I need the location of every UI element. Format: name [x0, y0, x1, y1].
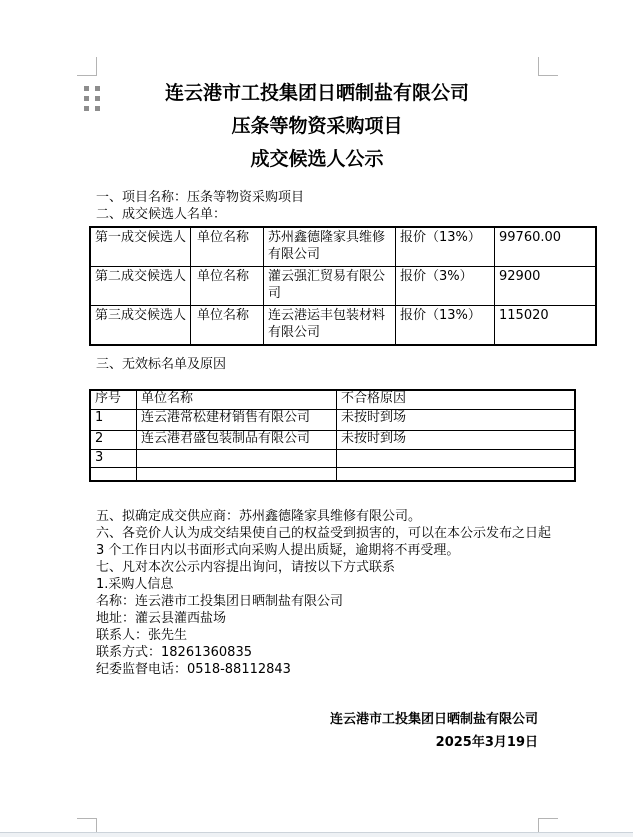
candidate-company: 连云港运丰包装材料有限公司 — [264, 306, 396, 346]
section-invalid-heading-block — [96, 356, 226, 373]
notes-and-contact-block — [96, 508, 551, 678]
section-supplier: 五、拟确定成交供应商：苏州鑫德隆家具维修有限公司。 — [96, 509, 422, 524]
purchaser-phone: 联系方式：18261360835 — [96, 645, 252, 660]
invalid-index — [90, 467, 137, 481]
invalid-reason: 未按时到场 — [337, 430, 576, 449]
title-announcement: 成交候选人公示 — [250, 148, 384, 170]
table-row — [90, 227, 596, 267]
candidate-quote-label: 报价（13%） — [396, 227, 495, 267]
candidate-field-label: 单位名称 — [191, 227, 264, 267]
section-inquiry: 七、凡对本次公示内容提出询问，请按以下方式联系 — [96, 560, 396, 575]
signature-company: 连云港市工投集团日晒制盐有限公司 — [329, 712, 538, 727]
candidate-field-label: 单位名称 — [191, 267, 264, 306]
invalid-company — [137, 467, 337, 481]
crop-mark-top-left-icon — [77, 57, 97, 76]
purchaser-contact: 联系人：张先生 — [96, 628, 188, 643]
col-header-company: 单位名称 — [137, 390, 337, 409]
section-headings-block — [96, 189, 304, 223]
invalid-index: 2 — [90, 430, 137, 449]
invalid-company: 连云港君盛包装制品有限公司 — [137, 430, 337, 449]
invalid-index: 1 — [90, 409, 137, 430]
invalid-reason: 未按时到场 — [337, 409, 576, 430]
section-project-name: 一、项目名称：压条等物资采购项目 — [96, 190, 305, 205]
section-objection-line1: 六、各竞价人认为成交结果使自己的权益受到损害的，可以在本公示发布之日起 — [96, 526, 552, 541]
candidate-company: 苏州鑫德隆家具维修有限公司 — [264, 227, 396, 267]
title-project: 压条等物资采购项目 — [231, 115, 403, 137]
table-row — [90, 306, 596, 346]
purchaser-address: 地址：灌云县灌西盐场 — [96, 611, 227, 626]
table-row — [90, 409, 575, 430]
candidate-amount: 115020 — [495, 306, 597, 346]
candidates-table — [89, 226, 597, 346]
section-candidates-heading: 二、成交候选人名单： — [96, 207, 227, 222]
candidate-company: 灌云强汇贸易有限公司 — [264, 267, 396, 306]
table-row — [90, 467, 575, 481]
candidate-quote-label: 报价（13%） — [396, 306, 495, 346]
col-header-reason: 不合格原因 — [337, 390, 576, 409]
table-row — [90, 430, 575, 449]
candidate-rank: 第三成交候选人 — [90, 306, 191, 346]
section-invalid-heading: 三、无效标名单及原因 — [96, 357, 227, 372]
candidate-field-label: 单位名称 — [191, 306, 264, 346]
document-title-block — [96, 77, 538, 176]
candidate-amount: 99760.00 — [495, 227, 597, 267]
invalid-reason — [337, 467, 576, 481]
signature-date: 2025年3月19日 — [435, 735, 538, 750]
candidate-quote-label: 报价（3%） — [396, 267, 495, 306]
invalid-index: 3 — [90, 449, 137, 467]
title-company: 连云港市工投集团日晒制盐有限公司 — [164, 82, 469, 104]
invalid-bids-table — [89, 389, 576, 482]
candidate-rank: 第一成交候选人 — [90, 227, 191, 267]
invalid-reason — [337, 449, 576, 467]
page-bottom-edge — [0, 832, 633, 837]
crop-mark-top-right-icon — [538, 57, 558, 76]
invalid-company — [137, 449, 337, 467]
signature-block — [96, 708, 538, 754]
invalid-company: 连云港常松建材销售有限公司 — [137, 409, 337, 430]
candidate-amount: 92900 — [495, 267, 597, 306]
candidate-rank: 第二成交候选人 — [90, 267, 191, 306]
table-header-row — [90, 390, 575, 409]
table-row — [90, 449, 575, 467]
purchaser-name: 名称：连云港市工投集团日晒制盐有限公司 — [96, 594, 344, 609]
table-row — [90, 267, 596, 306]
purchaser-supervision-phone: 纪委监督电话：0518-88112843 — [96, 662, 291, 677]
col-header-index: 序号 — [90, 390, 137, 409]
purchaser-heading: 1.采购人信息 — [96, 577, 174, 592]
section-objection-line2: 3 个工作日内以书面形式向采购人提出质疑，逾期将不再受理。 — [96, 543, 460, 558]
